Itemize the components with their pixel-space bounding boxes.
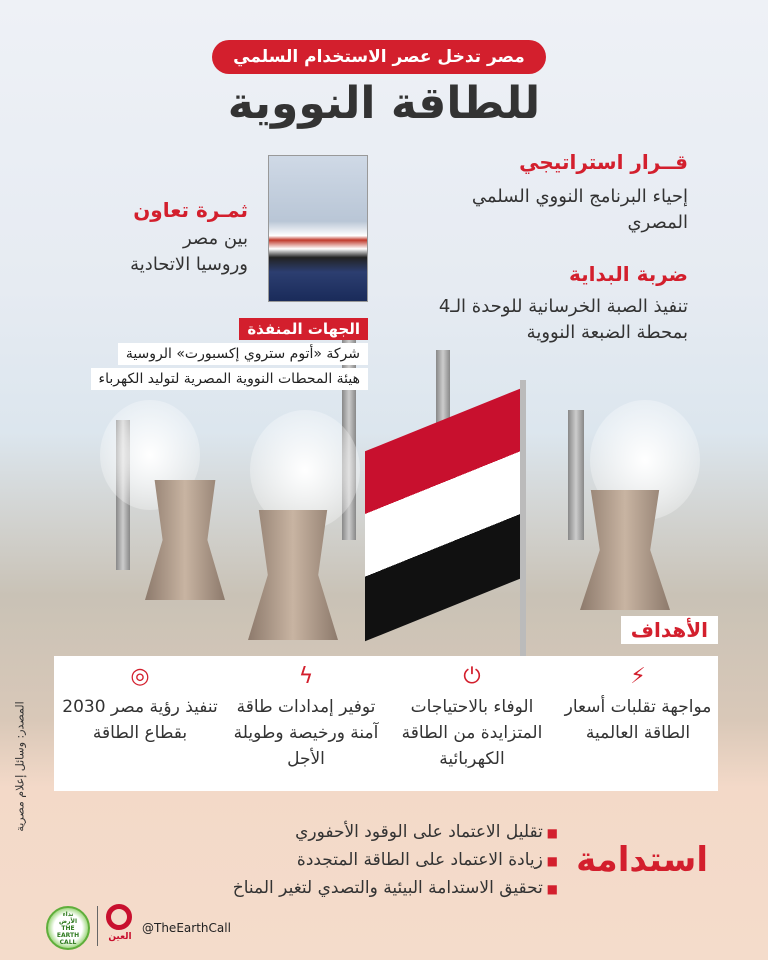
start-text: تنفيذ الصبة الخرسانية للوحدة الـ4 بمحطة الضبعة النووية: [438, 296, 688, 343]
cooling-tower: [248, 510, 338, 640]
source-credit: المصدر: وسائل إعلام مصرية: [13, 701, 27, 832]
chimney: [568, 410, 584, 540]
executors-section: [91, 318, 368, 390]
sustainability-list: [233, 822, 558, 906]
lightning-icon: ϟ: [298, 664, 314, 689]
title-banner: مصر تدخل عصر الاستخدام السلمي: [212, 40, 546, 74]
goals-title: الأهداف: [621, 616, 718, 644]
cooperation-line1: بين مصر: [182, 228, 248, 249]
start-section: [418, 262, 688, 346]
headline: للطاقة النووية: [227, 78, 541, 129]
goal-text: مواجهة تقلبات أسعار الطاقة العالمية: [564, 697, 712, 743]
executor-item: شركة «أتوم ستروي إكسبورت» الروسية: [118, 343, 368, 365]
start-title: ضربة البداية: [569, 262, 688, 286]
goal-item: [226, 664, 386, 772]
alain-logo-mark: [106, 904, 132, 930]
goal-item: [558, 664, 718, 746]
sustainability-item: ■ تقليل الاعتماد على الوقود الأحفوري: [233, 822, 558, 842]
social-handle: @TheEarthCall: [142, 921, 231, 935]
sustainability-item: ■ تحقيق الاستدامة البيئية والتصدي لتغير المناخ: [233, 878, 558, 898]
strategic-text: إحياء البرنامج النووي السلمي المصري: [471, 186, 688, 233]
executor-item: هيئة المحطات النووية المصرية لتوليد الكهرباء: [91, 368, 368, 390]
sustainability-title: استدامة: [576, 840, 708, 880]
signing-photo: [268, 155, 368, 302]
target-icon: ◎: [130, 664, 150, 689]
goals-box: [54, 656, 718, 791]
cooperation-section: [98, 198, 248, 278]
egypt-flag: [365, 389, 520, 642]
strategic-title: قــرار استراتيجي: [519, 150, 688, 174]
plug-icon: ⏻: [463, 664, 481, 689]
executors-title: الجهات المنفذة: [239, 318, 368, 340]
flag-pole: [520, 380, 526, 660]
cooperation-title: ثمـرة تعاون: [133, 198, 248, 222]
goal-item: [60, 664, 220, 746]
goal-text: تنفيذ رؤية مصر 2030 بقطاع الطاقة: [62, 697, 218, 743]
alain-logo-text: العين: [108, 932, 132, 942]
goal-item: [392, 664, 552, 772]
price-fluctuation-icon: ⚡: [630, 664, 646, 689]
strategic-section: [418, 150, 688, 236]
cooperation-line2: وروسيا الاتحادية: [130, 254, 248, 275]
divider: [97, 906, 98, 946]
goal-text: توفير إمدادات طاقة آمنة ورخيصة وطويلة الأجل: [233, 697, 379, 769]
earth-call-logo: نداء الأرض THE EARTH CALL: [46, 906, 90, 950]
sustainability-item: ■ زيادة الاعتماد على الطاقة المتجددة: [233, 850, 558, 870]
goal-text: الوفاء بالاحتياجات المتزايدة من الطاقة الكهربائية: [401, 697, 543, 769]
